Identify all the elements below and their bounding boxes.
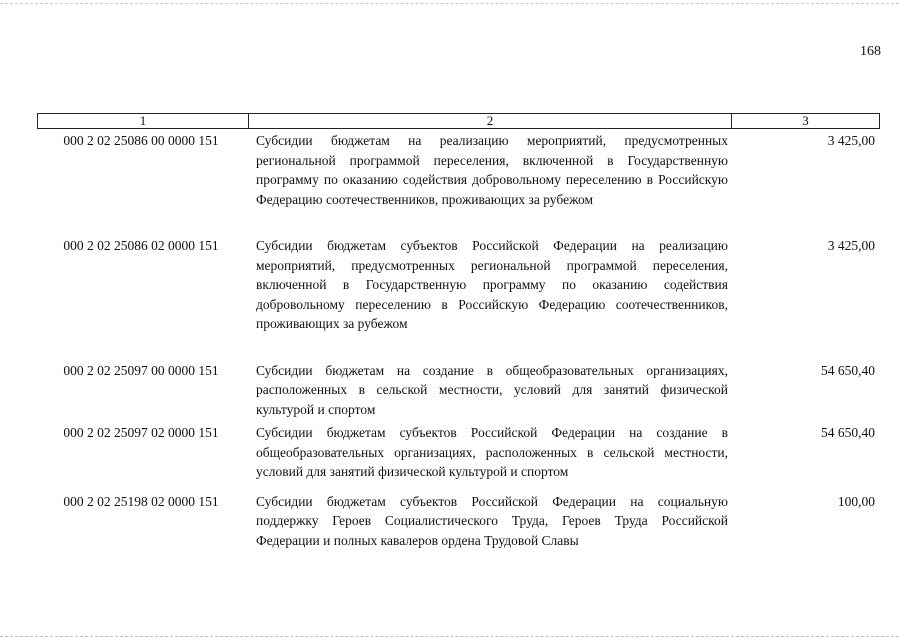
header-cell-code: 1 xyxy=(38,114,249,128)
row-amount: 3 425,00 xyxy=(827,238,875,253)
budget-code: 000 2 02 25097 00 0000 151 xyxy=(63,362,219,378)
row-description: Субсидии бюджетам субъектов Российской Федерации на социальную поддержку Героев Социалистического Труда, Героев Труда Российской Федерации и полных кавалеров ордена Трудовой Славы xyxy=(256,493,728,548)
row-description: Субсидии бюджетам на создание в общеобразовательных организациях, расположенных в сельской местности, условий для занятий физической культурой и спортом xyxy=(256,362,728,417)
row-amount: 100,00 xyxy=(837,493,875,509)
table-row xyxy=(37,236,880,334)
budget-code: 000 2 02 25097 02 0000 151 xyxy=(63,425,219,440)
row-amount: 54 650,40 xyxy=(821,362,875,378)
row-description: Субсидии бюджетам субъектов Российской Федерации на реализацию мероприятий, предусмотренных региональной программой переселения, включенной в Государственную программу по оказанию содействия добровольному переселению в Российскую Федерацию соотечественников, проживающих за рубежом xyxy=(256,238,728,331)
table-row xyxy=(37,492,880,551)
header-cell-amount: 3 xyxy=(802,113,809,128)
scan-top-edge xyxy=(0,3,899,6)
table-row xyxy=(37,361,880,420)
row-amount: 54 650,40 xyxy=(821,425,875,440)
table-body xyxy=(37,131,880,550)
budget-code: 000 2 02 25086 00 0000 151 xyxy=(63,133,219,148)
row-amount: 3 425,00 xyxy=(827,133,875,148)
table-row xyxy=(37,131,880,209)
budget-code: 000 2 02 25198 02 0000 151 xyxy=(63,493,219,509)
header-cell-description: 2 xyxy=(249,114,732,128)
row-description: Субсидии бюджетам субъектов Российской Федерации на создание в общеобразовательных организациях, расположенных в сельской местности, условий для занятий физической культурой и спортом xyxy=(256,425,728,479)
table-header xyxy=(37,113,880,129)
budget-code: 000 2 02 25086 02 0000 151 xyxy=(63,238,219,253)
row-description: Субсидии бюджетам на реализацию мероприятий, предусмотренных региональной программой переселения, включенной в Государственную программу по оказанию содействия добровольному переселению в Российскую Федерацию соотечественников, проживающих за рубежом xyxy=(256,133,728,207)
scan-bottom-edge xyxy=(0,634,899,637)
table-row xyxy=(37,423,880,482)
page-number: 168 xyxy=(860,44,881,59)
